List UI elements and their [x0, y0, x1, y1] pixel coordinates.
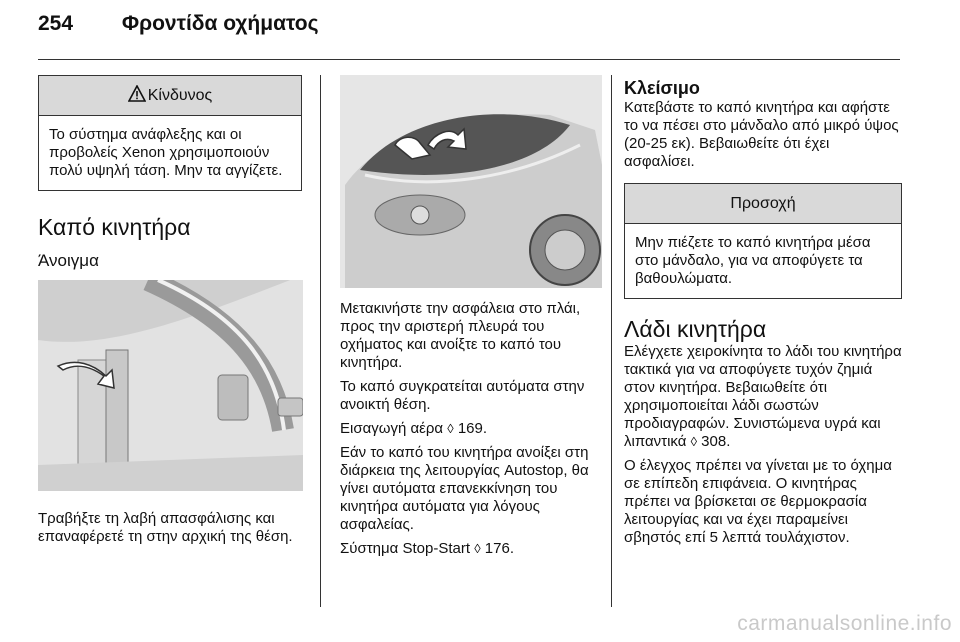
hood-heading: Καπό κινητήρα	[38, 214, 191, 240]
caution-box	[624, 183, 902, 299]
release-lever-caption: Τραβήξτε τη λαβή απασφάλισης και επαναφέρετέ τη στην αρχική της θέση.	[38, 510, 293, 545]
page-number: 254	[38, 12, 74, 35]
engine-oil-paragraph-2: Ο έλεγχος πρέπει να γίνεται με το όχημα σε επίπεδη επιφάνεια. Ο κινητήρας πρέπει να βρίσκεται σε θερμοκρασία λειτουργίας και να έχει παραμείνει σβηστός επί 5 λεπτά τουλάχιστον.	[624, 457, 892, 546]
left-caption	[38, 510, 302, 552]
hood-opening-image	[340, 75, 602, 288]
caution-box-header: Προσοχή	[625, 184, 901, 224]
closing-paragraph: Κατεβάστε το καπό κινητήρα και αφήστε το να πέσει στο μάνδαλο από μικρό ύψος (20-25 εκ). Βεβαιωθείτε ότι έχει ασφαλίσει.	[624, 99, 899, 170]
air-intake-reference: Εισαγωγή αέρα ◊ 169.	[340, 420, 488, 437]
hood-hold-paragraph: Το καπό συγκρατείται αυτόματα στην ανοικτή θέση.	[340, 378, 585, 413]
page-ref-icon: ◊	[690, 434, 697, 449]
section-title: Φροντίδα οχήματος	[121, 12, 319, 35]
header-rule	[38, 59, 900, 60]
page-ref-icon: ◊	[447, 421, 454, 436]
autostop-paragraph: Εάν το καπό του κινητήρα ανοίξει στη διάρκεια της λειτουργίας Autostop, θα γίνει αυτόματα επανεκκίνηση του κινητήρα αυτόματα για λόγους ασφαλείας.	[340, 444, 589, 533]
fluids-lubricants-link[interactable]: 308.	[701, 433, 731, 450]
release-lever-image	[38, 280, 303, 491]
caution-box-text: Μην πιέζετε το καπό κινητήρα μέσα στο μάνδαλο, για να αποφύγετε τα βαθουλώματα.	[635, 234, 871, 287]
column-separator-2	[611, 75, 612, 607]
middle-column	[340, 300, 602, 564]
watermark: carmanualsonline.info	[737, 612, 952, 635]
air-intake-link[interactable]: 169.	[457, 420, 488, 437]
engine-oil-paragraph-1: Ελέγχετε χειροκίνητα το λάδι του κινητήρα τακτικά για να αποφύγετε τυχόν ζημιά στον κινητήρα. Βεβαιωθείτε ότι χρησιμοποιείται λάδι σωστών προδιαγραφών. Συνιστώμενα υγρά και λιπαντικά ◊ 308.	[624, 343, 902, 450]
engine-oil-heading: Λάδι κινητήρα	[624, 316, 767, 342]
stop-start-link[interactable]: 176.	[484, 540, 514, 557]
danger-box-header	[39, 76, 301, 116]
warning-triangle-icon	[128, 78, 146, 117]
page-header	[38, 12, 319, 36]
left-column	[38, 75, 302, 272]
closing-heading: Κλείσιμο	[624, 78, 700, 98]
hood-open-paragraph: Μετακινήστε την ασφάλεια στο πλάι, προς την αριστερή πλευρά του οχήματος και ανοίξτε το καπό του κινητήρα.	[340, 300, 581, 371]
column-separator-1	[320, 75, 321, 607]
danger-box	[38, 75, 302, 191]
right-column	[624, 77, 902, 553]
stop-start-reference: Σύστημα Stop-Start ◊ 176.	[340, 540, 514, 557]
danger-box-title: Κίνδυνος	[147, 87, 213, 104]
danger-box-text: Το σύστημα ανάφλεξης και οι προβολείς Xenon χρησιμοποιούν πολύ υψηλή τάση. Μην τα αγγίζετε.	[49, 126, 283, 179]
opening-subheading: Άνοιγμα	[38, 251, 99, 270]
page-ref-icon: ◊	[474, 541, 481, 556]
